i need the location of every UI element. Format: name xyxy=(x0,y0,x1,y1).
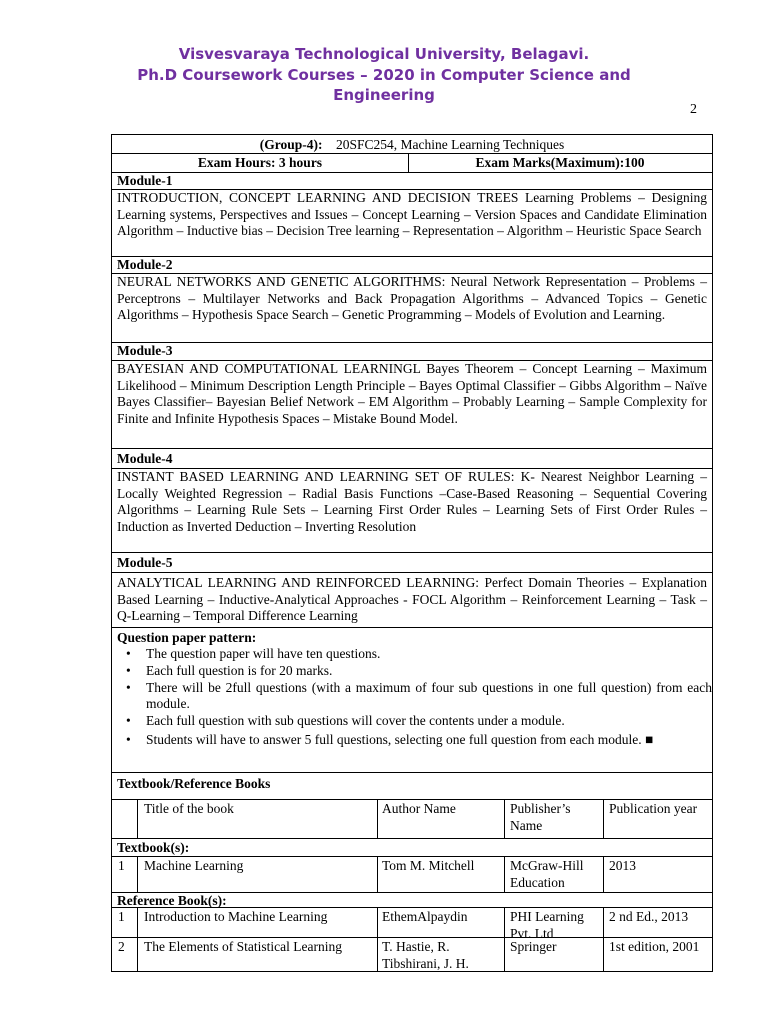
header-university: Visvesvaraya Technological University, Belagavi. xyxy=(178,45,590,63)
header-department: Engineering xyxy=(333,86,435,104)
list-item: • The question paper will have ten questions. xyxy=(140,646,712,663)
row-number: 2 xyxy=(118,939,125,954)
module-content: INTRODUCTION, CONCEPT LEARNING AND DECISION TREES Learning Problems – Designing Learning systems, Perspectives and Issues – Concept Learning – Version Spaces and Candidate Elimination Algorithm – Inductive bias – Decision Tree learning – Representation – Algorithm – Heuristic Space Search xyxy=(117,190,707,239)
book-publisher: Springer xyxy=(510,939,557,954)
header-program: Ph.D Coursework Courses – 2020 in Computer Science and xyxy=(137,66,631,84)
syllabus-table xyxy=(111,134,713,972)
question-pattern-section xyxy=(112,628,712,773)
row-number: 1 xyxy=(118,909,125,924)
book-title: Machine Learning xyxy=(144,858,244,873)
module-1-header xyxy=(112,173,712,190)
module-2-header xyxy=(112,257,712,274)
books-title: Textbook/Reference Books xyxy=(117,776,271,791)
module-5-header xyxy=(112,553,712,573)
reference-label: Reference Book(s): xyxy=(117,893,227,908)
book-year: 1st edition, 2001 xyxy=(609,939,700,954)
module-4-body xyxy=(112,469,712,553)
module-3-body xyxy=(112,361,712,449)
module-content: NEURAL NETWORKS AND GENETIC ALGORITHMS: Neural Network Representation – Problems – Perceptrons – Multilayer Networks and Back Propagation Algorithms – Advanced Topics – Genetic Algorithms – Hypothesis Space Search – Genetic Programming – Models of Evolution and Learning. xyxy=(117,274,707,323)
table-row xyxy=(112,908,712,941)
books-header-row xyxy=(112,800,712,839)
header-title: Title of the book xyxy=(144,801,234,816)
book-title: The Elements of Statistical Learning xyxy=(144,939,342,954)
module-title: Module-1 xyxy=(117,173,173,188)
module-content: INSTANT BASED LEARNING AND LEARNING SET OF RULES: K- Nearest Neighbor Learning – Locally Weighted Regression – Radial Basis Functions –Case-Based Reasoning – Sequential Covering Algorithms – Learning Rule Sets – Learning First Order Rules – Learning Sets of First Order Rules – Induction as Inverted Deduction – Inverting Resolution xyxy=(117,469,707,535)
module-2-body xyxy=(112,274,712,343)
course-title-row xyxy=(112,135,712,154)
books-title-row xyxy=(112,773,712,800)
reference-label-row xyxy=(112,893,712,908)
question-pattern-title: Question paper pattern: xyxy=(117,630,257,645)
row-number: 1 xyxy=(118,858,125,873)
module-title: Module-5 xyxy=(117,555,173,570)
list-item: • Students will have to answer 5 full questions, selecting one full question from each module. ■ xyxy=(140,730,712,749)
header-year: Publication year xyxy=(609,801,698,816)
module-title: Module-3 xyxy=(117,343,173,358)
book-author: EthemAlpaydin xyxy=(382,909,468,924)
module-title: Module-4 xyxy=(117,451,173,466)
course-code-title: 20SFC254, Machine Learning Techniques xyxy=(335,137,565,152)
module-1-body xyxy=(112,190,712,257)
list-item: • Each full question with sub questions will cover the contents under a module. xyxy=(140,713,712,730)
module-title: Module-2 xyxy=(117,257,173,272)
table-row xyxy=(112,857,712,893)
exam-hours: Exam Hours: 3 hours xyxy=(197,155,323,170)
book-year: 2 nd Ed., 2013 xyxy=(609,909,689,924)
header-author: Author Name xyxy=(382,801,456,816)
page-number: 2 xyxy=(690,102,697,117)
question-pattern-list xyxy=(112,646,712,749)
list-item: • Each full question is for 20 marks. xyxy=(140,663,712,680)
table-row xyxy=(112,938,712,971)
exam-marks: Exam Marks(Maximum):100 xyxy=(475,155,645,170)
group-label: (Group-4): xyxy=(259,137,323,152)
exam-row xyxy=(112,154,712,173)
module-content: ANALYTICAL LEARNING AND REINFORCED LEARNING: Perfect Domain Theories – Explanation Based Learning – Inductive-Analytical Approaches - FOCL Algorithm – Reinforcement Learning – Task – Q-Learning – Temporal Difference Learning xyxy=(117,575,707,624)
module-4-header xyxy=(112,449,712,469)
book-author: T. Hastie, R. Tibshirani, J. H. xyxy=(382,939,469,971)
textbook-label-row xyxy=(112,839,712,857)
book-publisher: McGraw-Hill Education xyxy=(510,858,584,890)
book-publisher: PHI Learning Pvt. Ltd xyxy=(510,909,584,941)
book-year: 2013 xyxy=(609,858,636,873)
module-5-body xyxy=(112,573,712,628)
header-publisher: Publisher’s Name xyxy=(510,801,571,833)
book-title: Introduction to Machine Learning xyxy=(144,909,328,924)
textbook-label: Textbook(s): xyxy=(117,840,190,855)
book-author: Tom M. Mitchell xyxy=(382,858,475,873)
list-item: • There will be 2full questions (with a maximum of four sub questions in one full question) from each module. xyxy=(140,680,712,714)
module-content: BAYESIAN AND COMPUTATIONAL LEARNINGL Bayes Theorem – Concept Learning – Maximum Likelihood – Minimum Description Length Principle – Bayes Optimal Classifier – Gibbs Algorithm – Naïve Bayes Classifier– Bayesian Belief Network – EM Algorithm – Probably Learning – Sample Complexity for Finite and Infinite Hypothesis Spaces – Mistake Bound Model. xyxy=(117,361,707,427)
module-3-header xyxy=(112,343,712,361)
